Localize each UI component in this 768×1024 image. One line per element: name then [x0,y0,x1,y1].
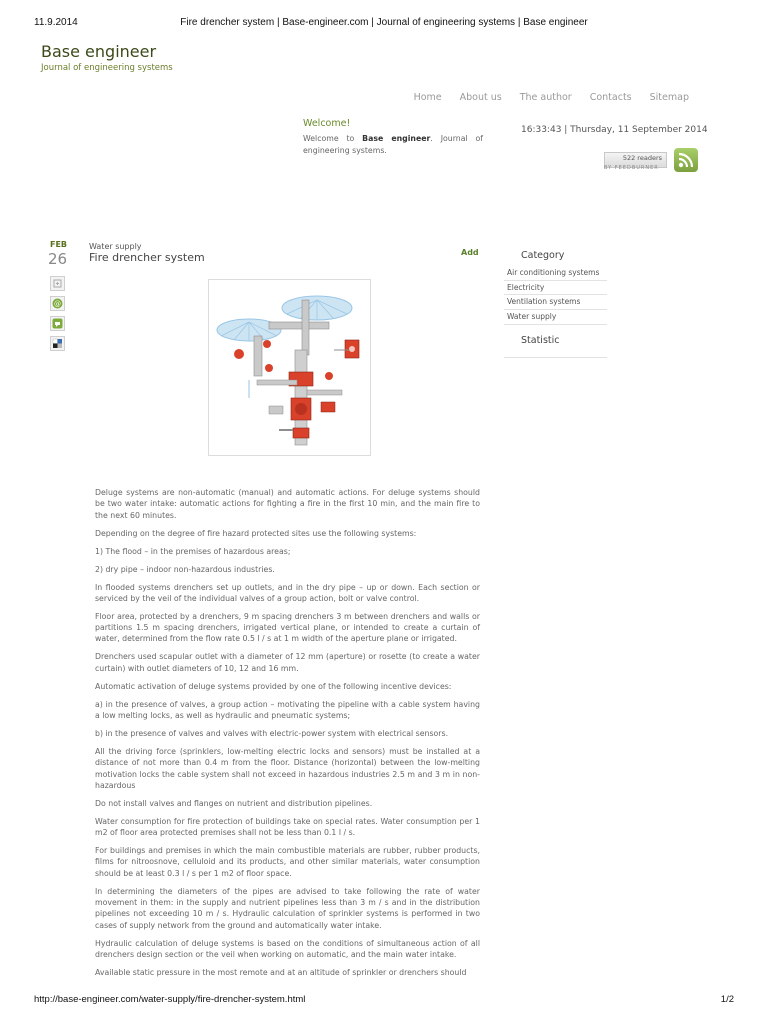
delicious-icon[interactable] [50,336,65,351]
post-paragraph: In determining the diameters of the pipes are advised to take following the rate of water movement in them: in the supply and nutrient pipelines less than 3 m / s and in the distribution pipelines not exceeding 10 m / s. Hydraulic calculation of sprinkler systems is performed in two cases of supply network from the ground and automatically water intake. [95,886,480,930]
post-paragraph: Depending on the degree of fire hazard protected sites use the following systems: [95,528,417,538]
post-paragraph: Hydraulic calculation of deluge systems is based on the conditions of simultaneous action of all drenchers design section or the veil when working on automatic, and the main water intake. [95,938,480,959]
category-air-conditioning[interactable]: Air conditioning systems [504,266,607,281]
site-title[interactable]: Base engineer [41,42,157,61]
statistic-divider [504,357,607,358]
post-paragraph: In flooded systems drenchers set up outlets, and in the dry pipe – up or down. Each section or serviced by the veil of the individual valves of a group action, bolt or valve control. [95,582,480,603]
odnoklassniki-icon[interactable] [50,316,65,331]
post-title[interactable]: Fire drencher system [89,251,205,264]
post-paragraph: 2) dry pipe – indoor non-hazardous industries. [95,564,275,574]
clock-text: 16:33:43 | Thursday, 11 September 2014 [521,125,708,135]
print-page-number: 1/2 [720,994,734,1005]
post-paragraph: b) in the presence of valves and valves with electric-power system with electrical sensors. [95,728,449,738]
feedburner-label: BY FEEDBURNER [604,165,659,171]
site-tagline: Journal of engineering systems [41,63,173,73]
fire-drencher-illustration [208,279,371,456]
welcome-text-after: . Journal of engineering systems. [303,134,484,155]
post-paragraph: Floor area, protected by a drenchers, 9 m spacing drenchers 3 m between drenchers and walls or partitions 1.5 m spacing drenchers, irrigated vertical plane, or intended to create a curtain of water, determined from the flow rate 0.5 l / s at 1 m width of the aperture plane or irrigated. [95,611,480,644]
welcome-site-name: Base engineer [362,134,431,143]
print-url: http://base-engineer.com/water-supply/fire-drencher-system.html [34,994,306,1005]
post-paragraph: a) in the presence of valves, a group action – motivating the pipeline with a cable system having a low melting locks, as well as hydraulic and pneumatic systems; [95,699,480,720]
post-paragraph: Water consumption for fire protection of buildings take on special rates. Water consumption per 1 m2 of floor area protected premises shall not be less than 0.1 l / s. [95,816,480,838]
svg-text:@: @ [54,300,61,308]
post-category-link[interactable]: Water supply [89,242,142,251]
vk-icon[interactable] [50,296,65,311]
post-paragraph: Deluge systems are non-automatic (manual) and automatic actions. For deluge systems should be two water intake: automatic actions for fighting a fire in the first 10 min, and the main fire to the next 60 minutes. [95,488,480,520]
post-paragraph: Automatic activation of deluge systems provided by one of the following incentive devices: [95,681,452,691]
nav-contacts[interactable]: Contacts [589,92,632,103]
share-icon[interactable] [50,276,65,291]
post-paragraph: For buildings and premises in which the main combustible materials are rubber, rubber products, films for nitroosnove, celluloid and its products, and other similar materials, water consumption should be at least 0.3 l / s per 1 m2 of floor space. [95,846,480,878]
post-date-day: 26 [48,250,68,268]
welcome-title: Welcome! [303,118,351,129]
post-body [95,487,480,985]
nav-sitemap[interactable]: Sitemap [649,92,689,103]
add-link[interactable]: Add [461,248,479,257]
post-paragraph: Available static pressure in the most remote and at an altitude of sprinkler or drenchers should [95,967,467,977]
category-list [504,266,607,325]
post-paragraph: All the driving force (sprinklers, low-melting electric locks and sensors) must be installed at a distance of not more than 0.4 m from the floor. Distance (horizontal) between the low-melting motivation locks the cable system shall not exceed in hazardous industries 2.5 m and 3 m in non-hazardous [95,746,480,790]
post-paragraph: Drenchers used scapular outlet with a diameter of 12 mm (aperture) or rosette (to create a water curtain) with outlet diameters of 10, 12 and 16 mm. [95,652,480,673]
print-page-title: Fire drencher system | Base-engineer.com | Journal of engineering systems | Base engineer [180,17,588,28]
post-date-month: FEB [50,240,68,249]
nav-the-author[interactable]: The author [519,92,572,103]
welcome-text-before: Welcome to [303,134,363,143]
statistic-heading: Statistic [521,335,560,346]
welcome-text [303,133,483,157]
category-water-supply[interactable]: Water supply [504,310,607,325]
category-heading: Category [521,250,565,261]
nav-about-us[interactable]: About us [459,92,502,103]
top-navigation [414,92,689,103]
print-date: 11.9.2014 [34,17,78,28]
feed-reader-count: 522 readers [622,154,662,162]
nav-home[interactable]: Home [413,92,442,103]
category-electricity[interactable]: Electricity [504,281,607,296]
post-paragraph: Do not install valves and flanges on nutrient and distribution pipelines. [95,798,373,808]
post-paragraph: 1) The flood – in the premises of hazardous areas; [95,546,291,556]
rss-icon[interactable] [674,148,698,172]
category-ventilation[interactable]: Ventilation systems [504,295,607,310]
